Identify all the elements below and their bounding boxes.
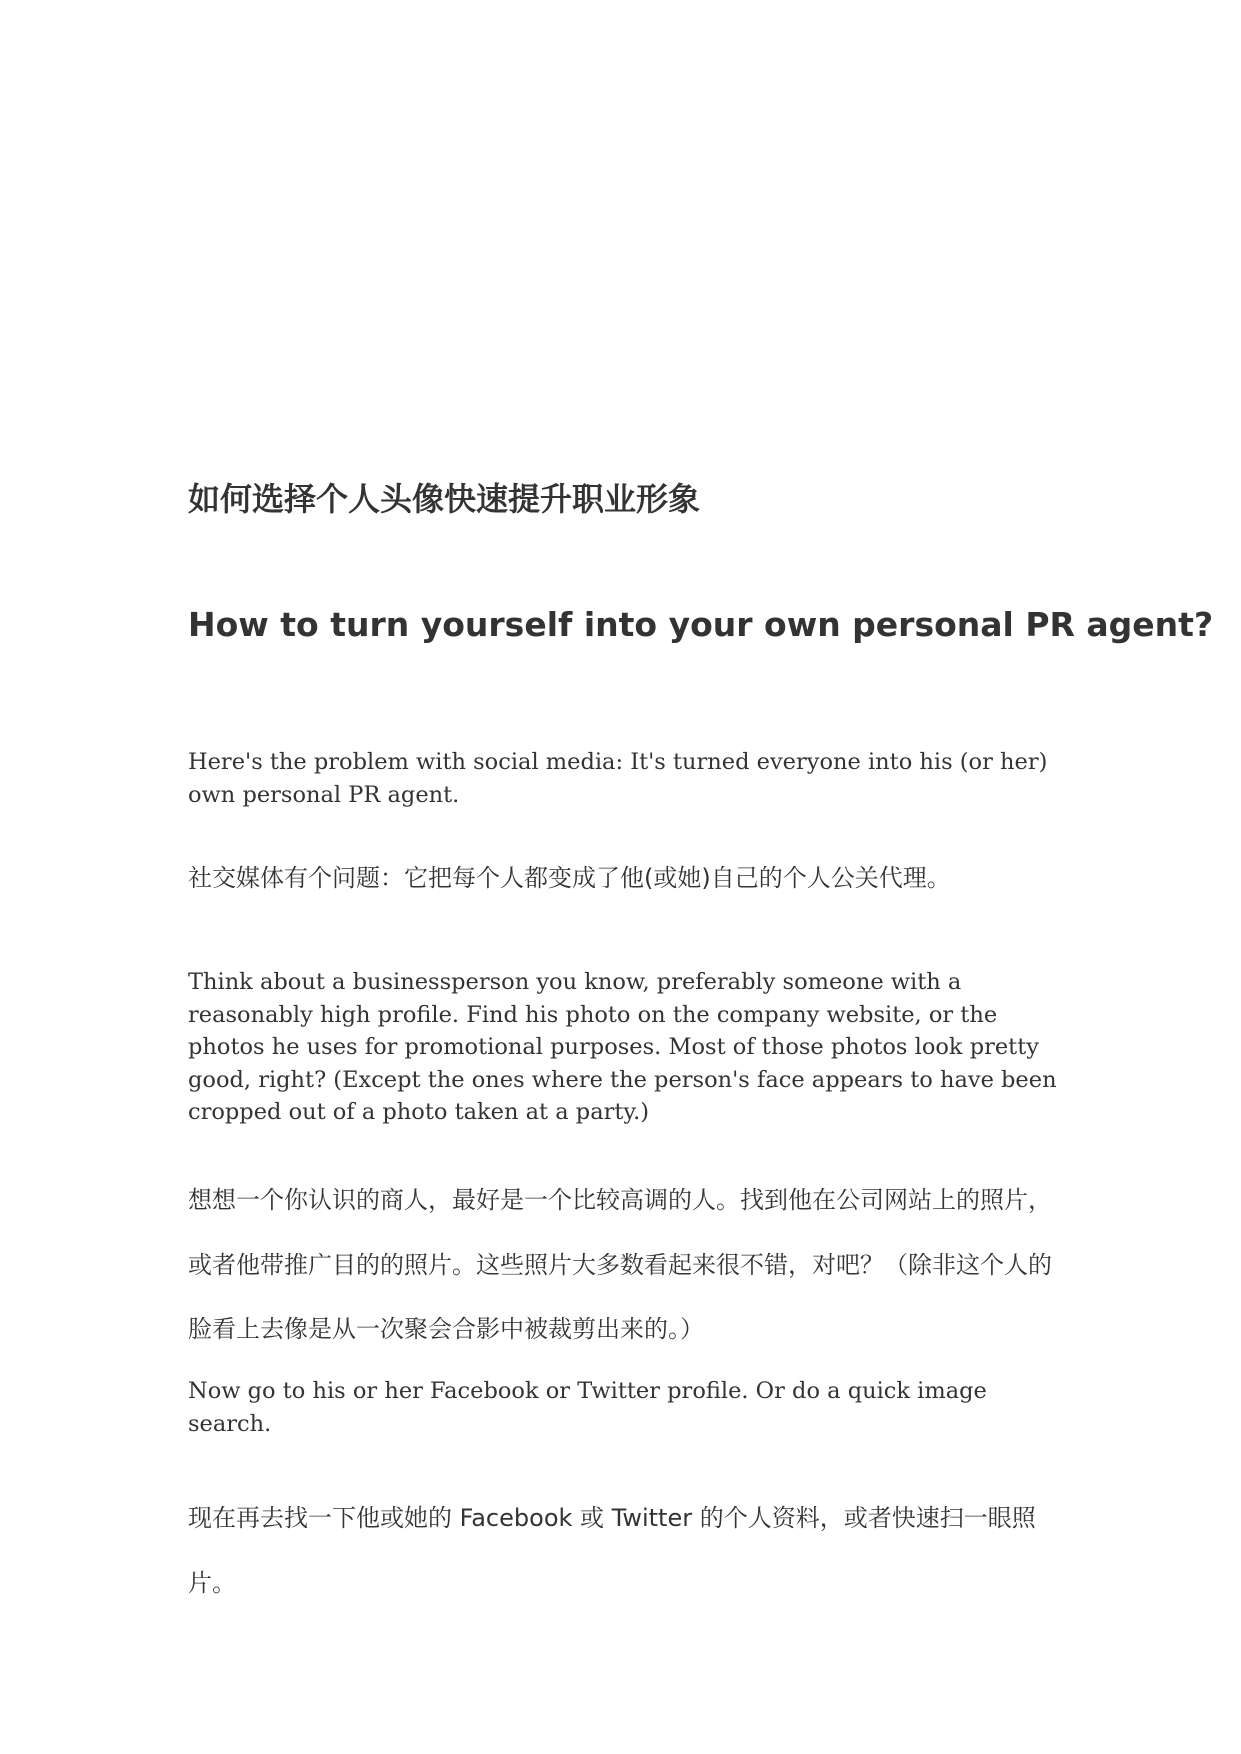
chinese-title: 如何选择个人头像快速提升职业形象 <box>188 480 701 518</box>
paragraph-en-2: Think about a businessperson you know, preferably someone with a reasonably high profile. Find his photo on the company website, or the photos he uses for promotional purposes. Most of those photos look pretty good, right? (Except the ones where the person's face appears to have been cropped out of a photo taken at a party.) <box>188 969 1057 1125</box>
paragraph-en-3: Now go to his or her Facebook or Twitter profile. Or do a quick image search. <box>188 1378 987 1437</box>
paragraph-zh-1: 社交媒体有个问题：它把每个人都变成了他(或她)自己的个人公关代理。 <box>188 864 951 892</box>
paragraph-zh-2: 想想一个你认识的商人，最好是一个比较高调的人。找到他在公司网站上的照片，或者他带推广目的的照片。这些照片大多数看起来很不错，对吧？（除非这个人的脸看上去像是从一次聚会合影中被裁剪出来的。） <box>188 1186 1052 1343</box>
english-title: How to turn yourself into your own personal PR agent? <box>188 605 1214 644</box>
paragraph-en-1: Here's the problem with social media: It's turned everyone into his (or her) own personal PR agent. <box>188 749 1048 808</box>
paragraph-zh-3: 现在再去找一下他或她的 Facebook 或 Twitter 的个人资料，或者快速扫一眼照片。 <box>188 1504 1036 1597</box>
